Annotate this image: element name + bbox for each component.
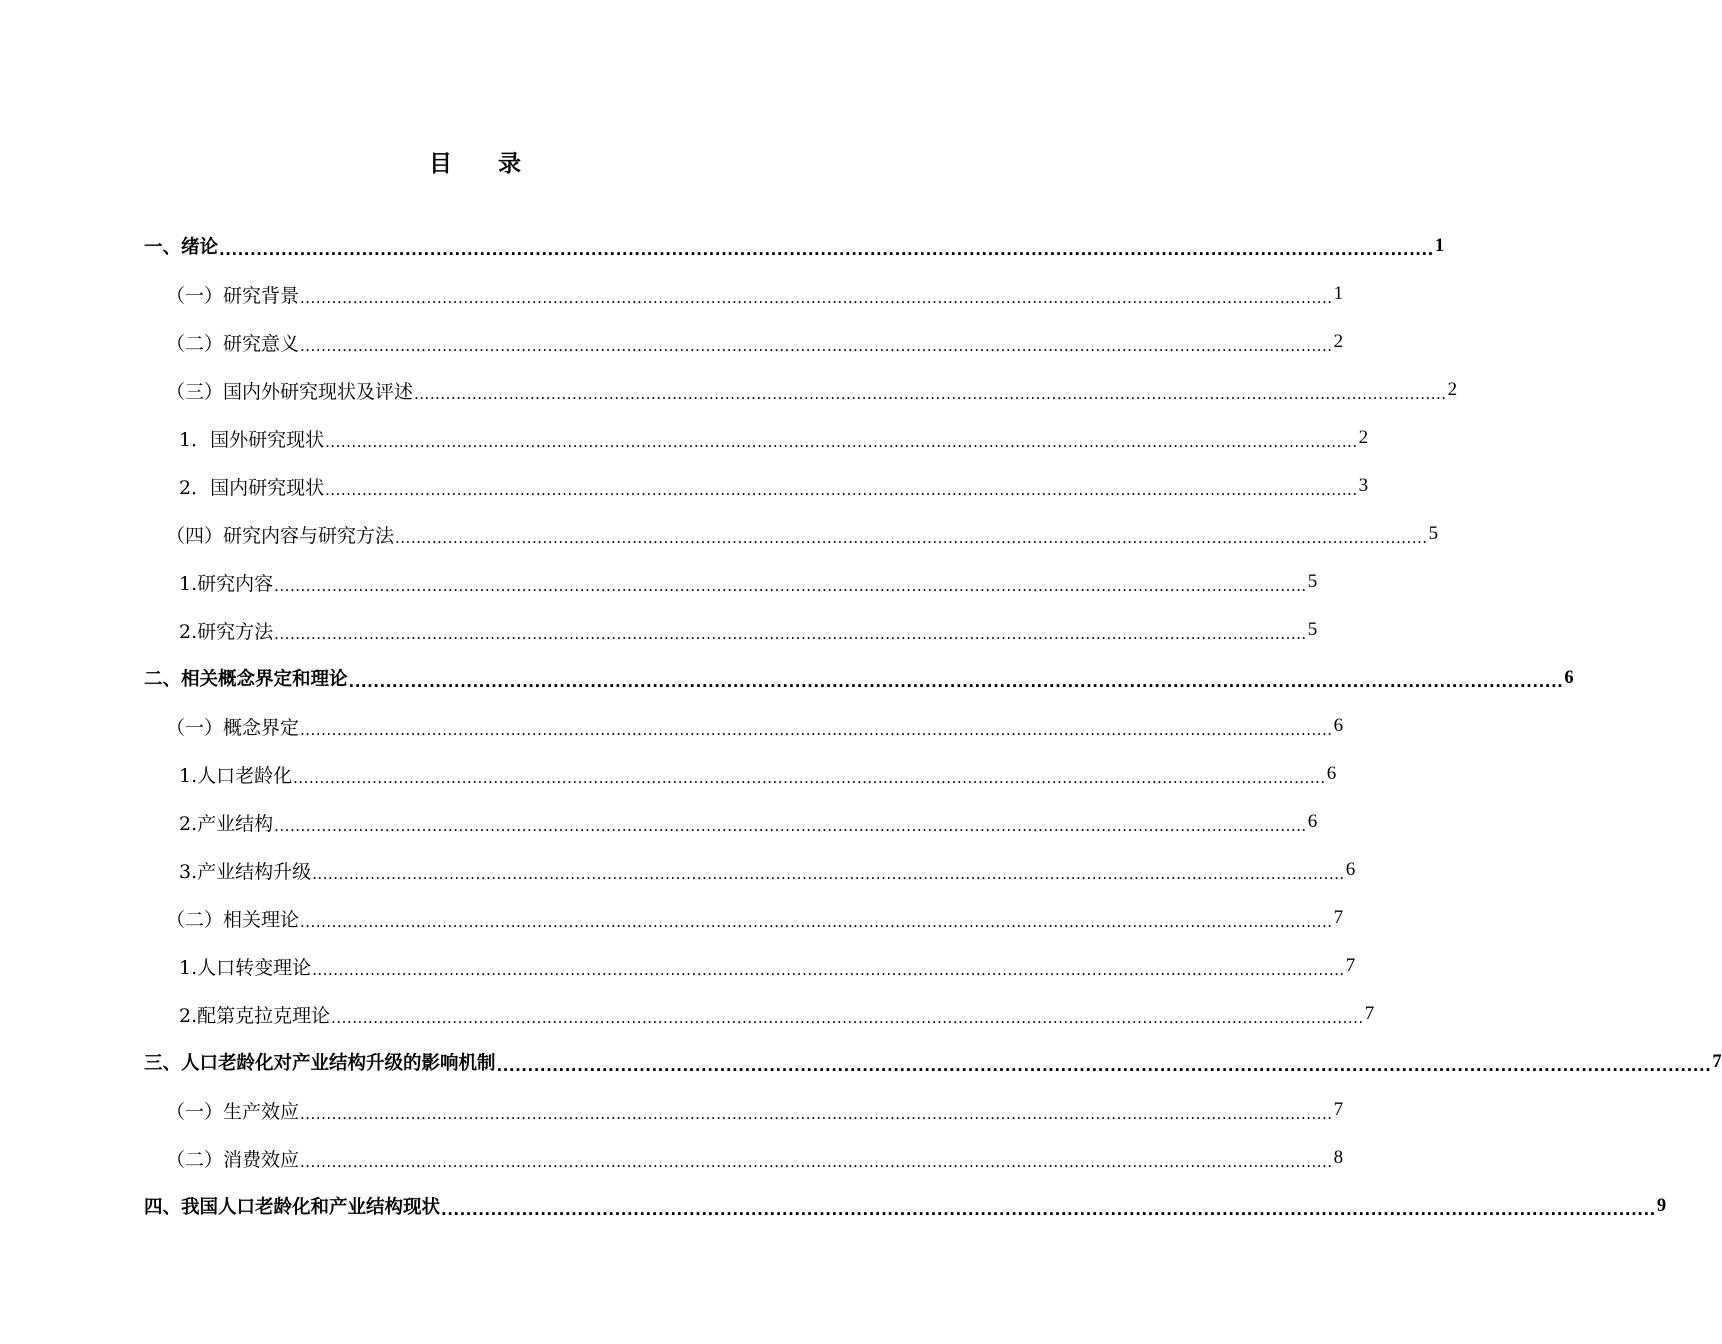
toc-dot-leader: .................................................................................................................................................................................................... [325, 433, 1358, 451]
toc-entry[interactable] [0, 942, 1356, 990]
toc-page-number: 7 [1364, 1003, 1375, 1024]
toc-page-number: 9 [1656, 1195, 1667, 1216]
toc-entry[interactable] [0, 990, 1375, 1038]
toc-entry[interactable] [0, 1134, 1344, 1182]
toc-page-number: 2 [1358, 427, 1369, 448]
toc-entry-text: 1．国外研究现状 [179, 428, 325, 451]
toc-dot-leader: .................................................................................................................................................................................................... [414, 385, 1447, 403]
toc-list [0, 222, 1722, 1230]
toc-dot-leader: .................................................................................................................................................................................................... [348, 673, 1564, 691]
toc-dot-leader: .................................................................................................................................................................................................... [312, 865, 1345, 883]
toc-dot-leader: .................................................................................................................................................................................................... [300, 1153, 1333, 1171]
toc-title: 目 录 [429, 151, 521, 177]
toc-entry-text: 2．国内研究现状 [179, 476, 325, 499]
toc-entry-text: 1.人口转变理论 [179, 956, 312, 979]
toc-page-number: 6 [1333, 715, 1344, 736]
toc-entry-text: 1.人口老龄化 [179, 764, 293, 787]
toc-page-number: 1 [1333, 283, 1344, 304]
toc-entry[interactable] [0, 846, 1356, 894]
toc-page-number: 7 [1345, 955, 1356, 976]
toc-dot-leader: .................................................................................................................................................................................................... [274, 577, 1307, 595]
toc-entry[interactable] [0, 606, 1318, 654]
toc-entry-text: 一、绪论 [144, 237, 219, 258]
toc-page-number: 6 [1326, 763, 1337, 784]
toc-dot-leader: .................................................................................................................................................................................................... [395, 529, 1428, 547]
toc-entry[interactable] [0, 702, 1344, 750]
toc-entry[interactable] [0, 510, 1439, 558]
toc-entry[interactable] [0, 654, 1574, 702]
toc-entry-text: 2.研究方法 [179, 620, 274, 643]
toc-entry[interactable] [0, 894, 1344, 942]
toc-entry[interactable] [0, 1086, 1344, 1134]
toc-entry-text: （四）研究内容与研究方法 [166, 524, 395, 547]
toc-entry[interactable] [0, 318, 1344, 366]
toc-entry-text: （一）生产效应 [166, 1100, 300, 1123]
toc-entry[interactable] [0, 270, 1344, 318]
toc-page-number: 5 [1307, 619, 1318, 640]
toc-entry[interactable] [0, 798, 1318, 846]
toc-page-number: 5 [1307, 571, 1318, 592]
toc-page-number: 8 [1333, 1147, 1344, 1168]
toc-entry-text: 1.研究内容 [179, 572, 274, 595]
toc-entry-text: 3.产业结构升级 [179, 860, 312, 883]
toc-dot-leader: .................................................................................................................................................................................................... [219, 241, 1434, 259]
toc-entry-text: 四、我国人口老龄化和产业结构现状 [144, 1197, 441, 1218]
toc-page-number: 7 [1712, 1051, 1722, 1072]
toc-dot-leader: .................................................................................................................................................................................................... [300, 721, 1333, 739]
toc-page-number: 7 [1333, 1099, 1344, 1120]
toc-page-number: 6 [1345, 859, 1356, 880]
toc-page-number: 2 [1333, 331, 1344, 352]
toc-entry[interactable] [0, 366, 1458, 414]
toc-dot-leader: .................................................................................................................................................................................................... [331, 1009, 1364, 1027]
toc-dot-leader: .................................................................................................................................................................................................... [274, 817, 1307, 835]
toc-page-number: 3 [1358, 475, 1369, 496]
toc-page-number: 6 [1307, 811, 1318, 832]
toc-dot-leader: .................................................................................................................................................................................................... [441, 1201, 1656, 1219]
toc-entry[interactable] [0, 222, 1445, 270]
toc-page-number: 6 [1564, 667, 1574, 688]
toc-entry-text: （一）概念界定 [166, 716, 300, 739]
toc-dot-leader: .................................................................................................................................................................................................... [325, 481, 1358, 499]
toc-page-number: 5 [1428, 523, 1439, 544]
toc-dot-leader: .................................................................................................................................................................................................... [300, 1105, 1333, 1123]
toc-page-number: 7 [1333, 907, 1344, 928]
toc-dot-leader: .................................................................................................................................................................................................... [274, 625, 1307, 643]
toc-page-number: 1 [1434, 235, 1445, 256]
toc-entry-text: 2.产业结构 [179, 812, 274, 835]
toc-dot-leader: .................................................................................................................................................................................................... [300, 337, 1333, 355]
toc-page-number: 2 [1447, 379, 1458, 400]
toc-dot-leader: .................................................................................................................................................................................................... [312, 961, 1345, 979]
toc-dot-leader: .................................................................................................................................................................................................... [300, 913, 1333, 931]
toc-entry-text: 2.配第克拉克理论 [179, 1004, 331, 1027]
toc-entry-text: （二）相关理论 [166, 908, 300, 931]
toc-dot-leader: .................................................................................................................................................................................................... [300, 289, 1333, 307]
toc-entry[interactable] [0, 750, 1337, 798]
toc-entry[interactable] [0, 1182, 1667, 1230]
toc-entry[interactable] [0, 462, 1369, 510]
toc-entry-text: 三、人口老龄化对产业结构升级的影响机制 [144, 1053, 496, 1074]
toc-dot-leader: .................................................................................................................................................................................................... [293, 769, 1326, 787]
toc-entry[interactable] [0, 558, 1318, 606]
toc-entry-text: 二、相关概念界定和理论 [144, 669, 348, 690]
toc-entry[interactable] [0, 414, 1369, 462]
toc-dot-leader: .................................................................................................................................................................................................... [496, 1057, 1712, 1075]
toc-entry-text: （二）研究意义 [166, 332, 300, 355]
toc-entry[interactable] [0, 1038, 1722, 1086]
toc-entry-text: （一）研究背景 [166, 284, 300, 307]
toc-entry-text: （三）国内外研究现状及评述 [166, 380, 414, 403]
toc-entry-text: （二）消费效应 [166, 1148, 300, 1171]
